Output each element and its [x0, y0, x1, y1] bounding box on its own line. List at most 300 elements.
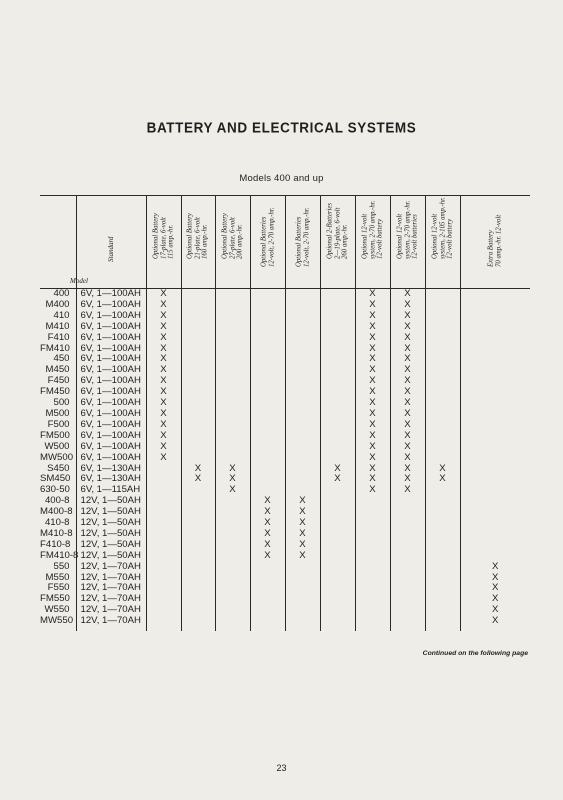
option-cell — [355, 529, 390, 540]
model-cell: FM500 — [40, 429, 70, 441]
option-cell: X — [250, 507, 285, 518]
standard-cell: 6V, 1—100AH — [76, 289, 146, 300]
option-cell — [215, 300, 250, 311]
option-cell: X — [146, 354, 181, 365]
option-cell — [181, 289, 215, 300]
standard-cell: 6V, 1—100AH — [76, 365, 146, 376]
option-cell — [215, 616, 250, 631]
option-cell — [250, 594, 285, 605]
standard-cell: 12V, 1—50AH — [76, 496, 146, 507]
option-cell: X — [355, 376, 390, 387]
option-header-label: Optional 12-volt system, 2-105 amp.-hr. 12-volt battery — [431, 197, 454, 260]
option-cell — [355, 583, 390, 594]
option-cell: X — [355, 420, 390, 431]
option-cell — [425, 398, 460, 409]
option-cell: X — [390, 398, 425, 409]
standard-cell: 12V, 1—50AH — [76, 518, 146, 529]
option-cell — [250, 322, 285, 333]
model-cell: FM450 — [40, 386, 70, 398]
option-cell: X — [355, 387, 390, 398]
option-cell: X — [460, 573, 530, 584]
option-cell — [250, 464, 285, 475]
option-cell — [390, 529, 425, 540]
standard-cell: 6V, 1—100AH — [76, 387, 146, 398]
option-cell: X — [355, 442, 390, 453]
option-cell — [285, 376, 320, 387]
option-cell: X — [390, 300, 425, 311]
option-cell — [285, 474, 320, 485]
option-cell: X — [390, 474, 425, 485]
option-cell: X — [390, 387, 425, 398]
option-cell — [215, 376, 250, 387]
standard-cell: 6V, 1—100AH — [76, 344, 146, 355]
standard-cell: 12V, 1—70AH — [76, 605, 146, 616]
option-column-header-2 — [181, 196, 215, 289]
option-cell — [390, 551, 425, 562]
model-cell: M550 — [45, 571, 70, 583]
option-cell — [215, 431, 250, 442]
option-cell — [285, 464, 320, 475]
option-cell — [250, 311, 285, 322]
option-cell — [425, 376, 460, 387]
option-cell: X — [355, 409, 390, 420]
option-cell: X — [320, 464, 355, 475]
option-cell: X — [460, 594, 530, 605]
model-cell: M400 — [45, 298, 70, 310]
standard-cell: 6V, 1—115AH — [76, 485, 146, 496]
option-cell — [285, 354, 320, 365]
option-cell — [215, 354, 250, 365]
standard-cell: 6V, 1—130AH — [76, 474, 146, 485]
option-cell — [285, 289, 320, 300]
option-cell — [390, 583, 425, 594]
option-cell — [425, 354, 460, 365]
option-cell — [320, 289, 355, 300]
option-cell — [390, 496, 425, 507]
option-cell — [215, 573, 250, 584]
option-cell — [460, 464, 530, 475]
option-cell — [181, 409, 215, 420]
option-cell — [285, 344, 320, 355]
option-cell — [320, 616, 355, 631]
option-cell — [425, 496, 460, 507]
option-cell — [460, 409, 530, 420]
standard-cell: 12V, 1—50AH — [76, 551, 146, 562]
model-cell: F450 — [47, 375, 70, 387]
option-cell — [215, 344, 250, 355]
option-cell — [355, 507, 390, 518]
option-cell — [320, 387, 355, 398]
option-cell — [320, 518, 355, 529]
option-cell — [320, 583, 355, 594]
option-cell — [390, 594, 425, 605]
option-cell: X — [390, 376, 425, 387]
standard-cell: 6V, 1—100AH — [76, 431, 146, 442]
option-cell — [355, 496, 390, 507]
option-cell — [146, 605, 181, 616]
option-cell — [250, 398, 285, 409]
option-cell — [320, 344, 355, 355]
option-cell — [425, 431, 460, 442]
option-cell — [425, 562, 460, 573]
option-cell — [320, 354, 355, 365]
option-cell: X — [390, 344, 425, 355]
option-cell — [320, 605, 355, 616]
option-cell — [460, 387, 530, 398]
option-cell — [285, 442, 320, 453]
option-cell: X — [390, 365, 425, 376]
option-cell — [320, 485, 355, 496]
option-cell — [425, 605, 460, 616]
option-cell — [320, 453, 355, 464]
option-cell — [425, 551, 460, 562]
option-cell: X — [181, 464, 215, 475]
option-cell: X — [425, 474, 460, 485]
option-cell — [355, 551, 390, 562]
option-cell — [320, 311, 355, 322]
option-cell: X — [390, 289, 425, 300]
option-column-header-1 — [146, 196, 181, 289]
option-cell: X — [146, 420, 181, 431]
option-cell: X — [146, 431, 181, 442]
option-cell — [250, 409, 285, 420]
option-cell — [425, 344, 460, 355]
standard-cell: 6V, 1—100AH — [76, 311, 146, 322]
option-cell — [320, 573, 355, 584]
option-cell — [425, 387, 460, 398]
option-cell — [181, 333, 215, 344]
table-body — [40, 289, 530, 632]
option-cell: X — [390, 485, 425, 496]
option-cell — [285, 431, 320, 442]
standard-cell: 6V, 1—100AH — [76, 333, 146, 344]
option-cell — [425, 311, 460, 322]
standard-cell: 12V, 1—70AH — [76, 616, 146, 631]
option-cell — [181, 420, 215, 431]
table-row — [40, 453, 530, 464]
option-cell — [215, 540, 250, 551]
option-cell: X — [146, 453, 181, 464]
option-cell — [181, 540, 215, 551]
option-cell — [146, 464, 181, 475]
option-cell — [146, 573, 181, 584]
option-cell: X — [215, 474, 250, 485]
option-cell — [250, 431, 285, 442]
option-cell — [250, 453, 285, 464]
option-cell: X — [355, 485, 390, 496]
option-cell — [285, 573, 320, 584]
option-cell: X — [215, 485, 250, 496]
table-row — [40, 562, 530, 573]
option-cell — [285, 365, 320, 376]
option-cell: X — [355, 322, 390, 333]
option-cell — [355, 540, 390, 551]
option-cell — [146, 518, 181, 529]
option-cell — [215, 442, 250, 453]
table-subtitle: Models 400 and up — [239, 173, 324, 184]
model-cell: W500 — [44, 440, 70, 452]
model-cell: FM410-8 — [40, 549, 79, 561]
option-cell — [285, 420, 320, 431]
option-cell — [181, 354, 215, 365]
option-cell: X — [285, 518, 320, 529]
option-cell — [181, 529, 215, 540]
option-cell — [181, 485, 215, 496]
option-cell — [285, 562, 320, 573]
option-cell — [181, 583, 215, 594]
option-cell — [355, 518, 390, 529]
option-cell — [215, 518, 250, 529]
option-cell — [146, 474, 181, 485]
option-cell — [460, 507, 530, 518]
option-column-header-7 — [355, 196, 390, 289]
option-cell: X — [390, 420, 425, 431]
model-cell: 630-50 — [40, 484, 70, 496]
option-cell — [460, 311, 530, 322]
model-column-header — [40, 196, 88, 289]
option-cell — [285, 409, 320, 420]
option-cell — [181, 518, 215, 529]
option-cell: X — [146, 311, 181, 322]
option-cell — [460, 485, 530, 496]
option-cell — [425, 573, 460, 584]
standard-cell: 12V, 1—70AH — [76, 573, 146, 584]
option-cell — [320, 551, 355, 562]
standard-cell: 6V, 1—100AH — [76, 398, 146, 409]
option-cell: X — [250, 529, 285, 540]
option-cell: X — [215, 464, 250, 475]
option-cell: X — [146, 442, 181, 453]
option-cell — [320, 442, 355, 453]
option-cell — [250, 289, 285, 300]
option-column-header-6 — [320, 196, 355, 289]
option-cell — [460, 518, 530, 529]
option-cell — [181, 496, 215, 507]
option-cell — [146, 540, 181, 551]
option-cell: X — [146, 300, 181, 311]
option-cell — [320, 398, 355, 409]
option-cell — [425, 420, 460, 431]
option-cell — [146, 507, 181, 518]
option-cell: X — [355, 474, 390, 485]
option-column-header-4 — [250, 196, 285, 289]
option-cell — [390, 562, 425, 573]
model-cell: 500 — [53, 397, 70, 409]
option-cell — [181, 507, 215, 518]
option-cell — [285, 311, 320, 322]
option-cell — [181, 387, 215, 398]
option-cell — [320, 529, 355, 540]
option-cell — [355, 594, 390, 605]
option-cell — [390, 573, 425, 584]
option-cell — [215, 551, 250, 562]
option-cell: X — [146, 387, 181, 398]
option-cell: X — [355, 311, 390, 322]
standard-cell: 6V, 1—100AH — [76, 420, 146, 431]
option-cell — [285, 387, 320, 398]
option-cell — [425, 529, 460, 540]
option-column-header-5 — [285, 196, 320, 289]
option-cell — [425, 289, 460, 300]
option-cell: X — [390, 333, 425, 344]
option-cell — [250, 573, 285, 584]
option-cell: X — [146, 322, 181, 333]
option-cell: X — [390, 464, 425, 475]
option-cell: X — [146, 289, 181, 300]
standard-cell: 12V, 1—50AH — [76, 507, 146, 518]
option-cell — [285, 453, 320, 464]
model-header-label: Model — [70, 277, 88, 285]
option-cell: X — [355, 333, 390, 344]
model-cell: M450 — [45, 364, 70, 376]
option-cell — [181, 616, 215, 631]
option-cell — [425, 507, 460, 518]
option-header-label: Optional 12-volt system, 2-70 amp.-hr. 12-volt batteries — [396, 200, 419, 260]
option-cell — [320, 300, 355, 311]
model-cell: M410 — [45, 320, 70, 332]
standard-cell: 6V, 1—100AH — [76, 376, 146, 387]
option-cell: X — [355, 300, 390, 311]
option-cell — [320, 507, 355, 518]
option-cell — [215, 583, 250, 594]
option-cell: X — [146, 376, 181, 387]
option-cell — [320, 594, 355, 605]
model-cell: 410 — [53, 309, 70, 321]
option-cell — [285, 333, 320, 344]
standard-header-label: Standard — [107, 236, 115, 262]
option-cell: X — [460, 605, 530, 616]
option-cell — [146, 562, 181, 573]
standard-cell: 6V, 1—130AH — [76, 464, 146, 475]
option-cell: X — [390, 431, 425, 442]
option-cell — [181, 322, 215, 333]
option-cell: X — [390, 354, 425, 365]
option-cell — [460, 496, 530, 507]
model-cell: F500 — [47, 418, 70, 430]
option-cell — [425, 365, 460, 376]
option-cell — [285, 583, 320, 594]
option-header-label: Optional Battery 21-plate, 6-volt 160 amp.-hr. — [186, 213, 209, 260]
option-cell — [250, 300, 285, 311]
option-cell — [425, 442, 460, 453]
model-cell: FM550 — [40, 593, 70, 605]
option-cell: X — [355, 354, 390, 365]
option-cell: X — [390, 322, 425, 333]
model-cell: S450 — [47, 462, 70, 474]
option-cell — [355, 605, 390, 616]
option-cell — [460, 376, 530, 387]
option-cell — [285, 616, 320, 631]
option-cell — [320, 376, 355, 387]
option-cell: X — [460, 616, 530, 631]
option-header-label: Optional Batteries 12-volt, 2-70 amp.-hr. — [259, 207, 275, 267]
option-cell — [285, 322, 320, 333]
option-cell — [320, 322, 355, 333]
option-cell — [460, 333, 530, 344]
option-cell: X — [355, 464, 390, 475]
standard-column-header — [76, 196, 146, 289]
option-column-header-9 — [425, 196, 460, 289]
option-cell — [355, 573, 390, 584]
option-cell — [181, 453, 215, 464]
table-row — [40, 442, 530, 453]
option-cell — [460, 365, 530, 376]
option-cell: X — [285, 551, 320, 562]
option-cell — [181, 431, 215, 442]
option-cell: X — [355, 344, 390, 355]
option-cell — [215, 453, 250, 464]
option-cell — [146, 594, 181, 605]
option-cell — [215, 398, 250, 409]
option-cell — [250, 365, 285, 376]
standard-cell: 12V, 1—70AH — [76, 583, 146, 594]
option-cell — [460, 398, 530, 409]
battery-spec-table — [40, 195, 530, 631]
option-cell: X — [250, 496, 285, 507]
option-cell — [460, 474, 530, 485]
model-cell: F410-8 — [40, 538, 71, 550]
option-cell: X — [355, 431, 390, 442]
option-column-header-8 — [390, 196, 425, 289]
option-cell — [215, 322, 250, 333]
option-cell — [181, 311, 215, 322]
option-cell — [181, 344, 215, 355]
option-cell — [425, 594, 460, 605]
option-cell — [250, 616, 285, 631]
option-cell: X — [146, 365, 181, 376]
option-cell: X — [460, 562, 530, 573]
option-cell — [425, 616, 460, 631]
option-cell — [460, 442, 530, 453]
option-cell — [460, 453, 530, 464]
standard-cell: 6V, 1—100AH — [76, 300, 146, 311]
model-cell: F410 — [47, 331, 70, 343]
option-cell — [215, 594, 250, 605]
page-number: 23 — [276, 763, 287, 773]
option-cell — [355, 562, 390, 573]
option-cell — [181, 376, 215, 387]
option-cell — [425, 583, 460, 594]
option-cell — [250, 387, 285, 398]
model-cell: SM450 — [40, 473, 71, 485]
option-cell — [250, 420, 285, 431]
option-cell — [320, 496, 355, 507]
continued-note: Continued on the following page — [422, 650, 528, 657]
option-cell: X — [285, 540, 320, 551]
page-title: BATTERY AND ELECTRICAL SYSTEMS — [146, 119, 417, 136]
option-cell — [250, 344, 285, 355]
option-cell — [460, 540, 530, 551]
option-cell — [425, 333, 460, 344]
option-cell: X — [285, 529, 320, 540]
option-cell — [460, 300, 530, 311]
option-header-label: Optional Battery 27-plate, 6-volt 200 amp.-hr. — [221, 213, 244, 260]
standard-cell: 6V, 1—100AH — [76, 354, 146, 365]
option-header-label: Optional Battery 17-plate, 6-volt 115 amp.-hr. — [152, 213, 175, 260]
option-cell — [460, 420, 530, 431]
option-cell — [181, 365, 215, 376]
option-cell — [181, 551, 215, 562]
option-cell — [250, 442, 285, 453]
option-cell — [250, 583, 285, 594]
option-cell — [146, 616, 181, 631]
option-cell — [425, 409, 460, 420]
option-cell — [320, 562, 355, 573]
option-cell — [285, 605, 320, 616]
option-cell — [285, 398, 320, 409]
option-cell — [425, 453, 460, 464]
model-cell: 410-8 — [44, 517, 70, 529]
